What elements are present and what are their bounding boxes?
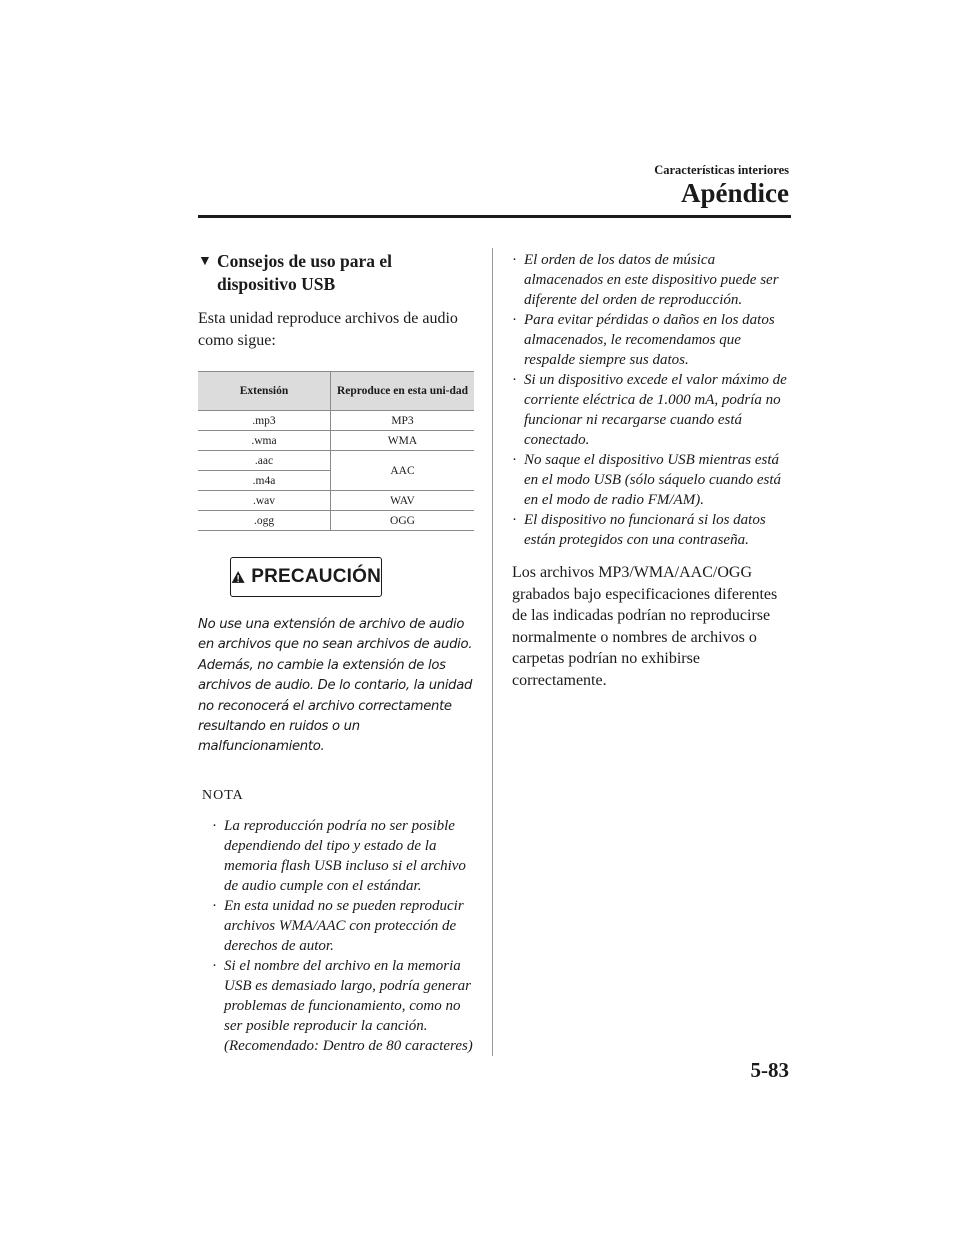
table-row — [198, 491, 474, 511]
section-heading-text: Consejos de uso para el dispositivo USB — [217, 251, 393, 294]
table-cell-ext: .mp3 — [198, 411, 331, 431]
left-column — [198, 250, 476, 1056]
caution-label-box — [230, 557, 382, 597]
table-header-plays: Reproduce en esta uni-dad — [331, 372, 475, 411]
table-header-row — [198, 372, 474, 411]
bullet-icon: · — [512, 452, 517, 468]
list-item: · La reproducción podría no ser posible dependiendo del tipo y estado de la memoria flash USB incluso si el archivo de audio cumple con el estándar. — [212, 817, 466, 894]
running-header-section: Características interiores — [654, 163, 789, 177]
section-heading — [198, 250, 476, 296]
bullet-icon: · — [512, 512, 517, 528]
triangle-down-icon: ▼ — [198, 254, 212, 269]
bullet-icon: · — [512, 312, 517, 328]
table-cell-ext: .wav — [198, 491, 331, 511]
column-divider — [492, 248, 493, 1056]
table-cell-ext: .aac — [198, 451, 331, 471]
header-rule — [198, 215, 791, 218]
table-cell-ext: .wma — [198, 431, 331, 451]
warning-icon — [231, 567, 245, 587]
table-row — [198, 511, 474, 531]
bullet-icon: · — [212, 957, 217, 974]
bullet-icon: · — [512, 252, 517, 268]
table-cell-format: WMA — [331, 431, 475, 451]
bullet-icon: · — [212, 817, 217, 834]
note-list — [212, 816, 476, 1056]
table-cell-format: MP3 — [331, 411, 475, 431]
list-item: · Para evitar pérdidas o daños en los datos almacenados, le recomendamos que respalde siempre sus datos. — [512, 312, 775, 368]
list-item: · En esta unidad no se pueden reproducir archivos WMA/AAC con protección de derechos de autor. — [212, 897, 464, 954]
list-item: · El orden de los datos de música almacenados en este dispositivo puede ser diferente del orden de reproducción. — [512, 252, 779, 308]
table-header-extension: Extensión — [198, 372, 331, 411]
caution-text: No use una extensión de archivo de audio en archivos que no sean archivos de audio. Además, no cambie la extensión de los archivos de audio. De lo contario, la unidad no reconocerá el archivo correctamente resultando en ruidos o un malfuncionamiento. — [198, 617, 473, 755]
table-cell-ext: .ogg — [198, 511, 331, 531]
intro-paragraph: Esta unidad reproduce archivos de audio como sigue: — [198, 310, 458, 349]
page-number: 5-83 — [750, 1058, 789, 1082]
table-row — [198, 411, 474, 431]
list-item: · Si un dispositivo excede el valor máximo de corriente eléctrica de 1.000 mA, podría no funcionar ni recargarse cuando está conectado. — [512, 372, 787, 448]
bullet-icon: · — [212, 897, 217, 914]
note-list-continued — [512, 250, 794, 550]
table-cell-format: AAC — [331, 451, 475, 491]
list-item: · Si el nombre del archivo en la memoria USB es demasiado largo, podría generar problemas de funcionamiento, como no ser posible reproducir la canción. (Recomendado: Dentro de 80 caracteres) — [212, 957, 473, 1054]
closing-paragraph: Los archivos MP3/WMA/AAC/OGG grabados bajo especificaciones diferentes de las indicadas podrían no reproducirse normalmente o nombres de archivos o carpetas podrían no exhibirse correctamente. — [512, 564, 778, 689]
table-row — [198, 431, 474, 451]
format-table — [198, 371, 474, 531]
note-heading: NOTA — [202, 787, 244, 803]
list-item: · El dispositivo no funcionará si los datos están protegidos con una contraseña. — [512, 512, 766, 548]
table-row — [198, 451, 474, 471]
table-cell-format: WAV — [331, 491, 475, 511]
table-cell-format: OGG — [331, 511, 475, 531]
list-item: · No saque el dispositivo USB mientras está en el modo USB (sólo sáquelo cuando está en el modo de radio FM/AM). — [512, 452, 782, 508]
caution-label: PRECAUCIÓN — [251, 566, 381, 587]
right-column — [512, 250, 794, 691]
running-header-title: Apéndice — [681, 178, 789, 208]
table-cell-ext: .m4a — [198, 471, 331, 491]
bullet-icon: · — [512, 372, 517, 388]
